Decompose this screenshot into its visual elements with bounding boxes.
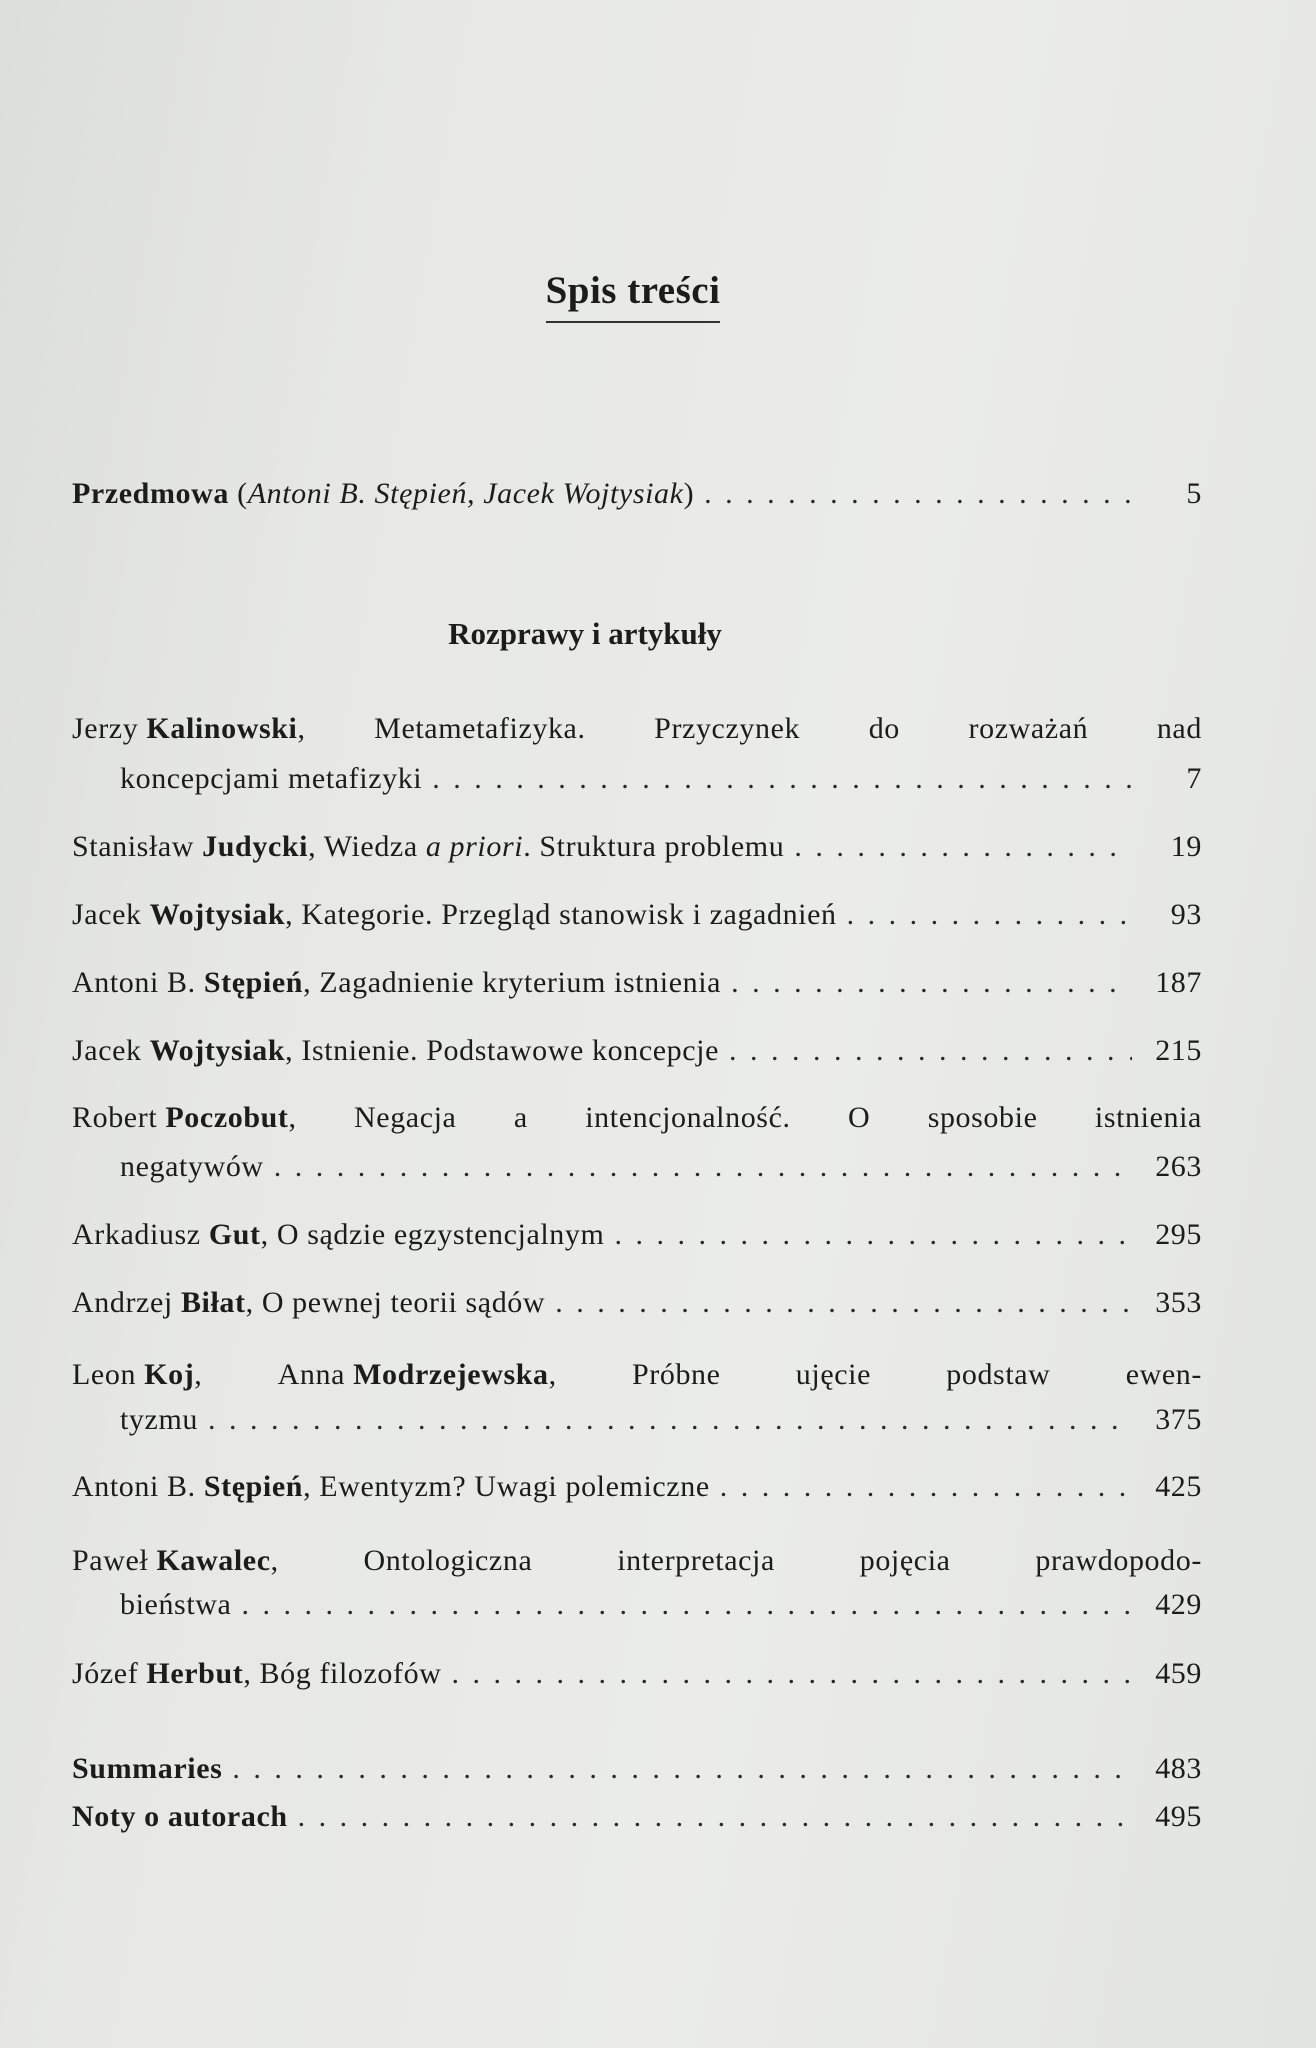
page-number: 353: [1155, 1286, 1202, 1319]
page-number: 495: [1155, 1800, 1202, 1833]
page-number: 429: [1155, 1588, 1202, 1621]
toc-entry-stepien-1[interactable]: Antoni B. Stępień, Zagadnienie kryterium istnienia . . . 187: [72, 966, 1202, 1000]
page-number: 187: [1155, 966, 1202, 999]
toc-entry-poczobut-line1[interactable]: Robert Poczobut, Negacja a intencjonalność. O sposobie istnienia: [72, 1101, 1202, 1134]
toc-entry-gut[interactable]: Arkadiusz Gut, O sądzie egzystencjalnym . . . 295: [72, 1218, 1202, 1252]
dot-leader: [731, 966, 1132, 1000]
preface-text: Przedmowa (Antoni B. Stępień, Jacek Wojtysiak): [72, 477, 695, 510]
page-number: 295: [1155, 1218, 1202, 1251]
page-number: 215: [1155, 1034, 1202, 1067]
page-title: [0, 268, 1266, 323]
page-number: 425: [1155, 1470, 1202, 1503]
page-number: 375: [1155, 1403, 1202, 1436]
page-number: 263: [1155, 1150, 1202, 1183]
dot-leader: [232, 1752, 1132, 1786]
toc-entry-kawalec-line2[interactable]: bieństwa . . . 429: [120, 1588, 1202, 1622]
toc-entry-kalinowski-line1[interactable]: Jerzy Kalinowski, Metametafizyka. Przyczynek do rozważań nad: [72, 712, 1202, 745]
page-number: 7: [1186, 762, 1202, 795]
page-number: 93: [1170, 898, 1202, 931]
dot-leader: [298, 1800, 1132, 1834]
dot-leader: [241, 1588, 1132, 1622]
toc-entry-kawalec-line1[interactable]: Paweł Kawalec, Ontologiczna interpretacja pojęcia prawdopodo-: [72, 1544, 1202, 1577]
page-title-text: Spis treści: [546, 268, 721, 323]
toc-entry-koj-line1[interactable]: Leon Koj, Anna Modrzejewska, Próbne ujęcie podstaw ewen-: [72, 1358, 1202, 1391]
page-number: 19: [1170, 830, 1202, 863]
dot-leader: [720, 1470, 1132, 1504]
page-number: 483: [1155, 1752, 1202, 1785]
dot-leader: [614, 1218, 1132, 1252]
dot-leader: [847, 898, 1132, 932]
dot-leader: [452, 1657, 1133, 1691]
page-number: 5: [1186, 477, 1202, 510]
dot-leader: [208, 1403, 1132, 1437]
toc-entry-stepien-2[interactable]: Antoni B. Stępień, Ewentyzm? Uwagi polemiczne . . . 425: [72, 1470, 1202, 1504]
toc-entry-notes-on-authors[interactable]: Noty o autorach . . . 495: [72, 1800, 1202, 1834]
dot-leader: [729, 1034, 1132, 1068]
toc-entry-herbut[interactable]: Józef Herbut, Bóg filozofów . . . 459: [72, 1657, 1202, 1691]
dot-leader: [704, 477, 1132, 511]
page-number: 459: [1155, 1657, 1202, 1690]
dot-leader: [274, 1150, 1132, 1184]
toc-entry-wojtysiak-1[interactable]: Jacek Wojtysiak, Kategorie. Przegląd stanowisk i zagadnień . . . 93: [72, 898, 1202, 932]
toc-entry-judycki[interactable]: Stanisław Judycki, Wiedza a priori. Struktura problemu . . . 19: [72, 830, 1202, 864]
dot-leader: [432, 762, 1132, 796]
toc-entry-bilat[interactable]: Andrzej Biłat, O pewnej teorii sądów . . . 353: [72, 1286, 1202, 1320]
toc-entry-summaries[interactable]: Summaries . . . 483: [72, 1752, 1202, 1786]
toc-entry-wojtysiak-2[interactable]: Jacek Wojtysiak, Istnienie. Podstawowe koncepcje . . . 215: [72, 1034, 1202, 1068]
toc-entry-preface[interactable]: [72, 477, 1202, 511]
section-heading: Rozprawy i artykuły: [448, 616, 722, 651]
dot-leader: [794, 830, 1132, 864]
dot-leader: [555, 1286, 1132, 1320]
toc-entry-poczobut-line2[interactable]: negatywów . . . 263: [120, 1150, 1202, 1184]
toc-entry-koj-line2[interactable]: tyzmu . . . 375: [120, 1403, 1202, 1437]
toc-entry-kalinowski-line2[interactable]: koncepcjami metafizyki . . . 7: [120, 762, 1202, 796]
